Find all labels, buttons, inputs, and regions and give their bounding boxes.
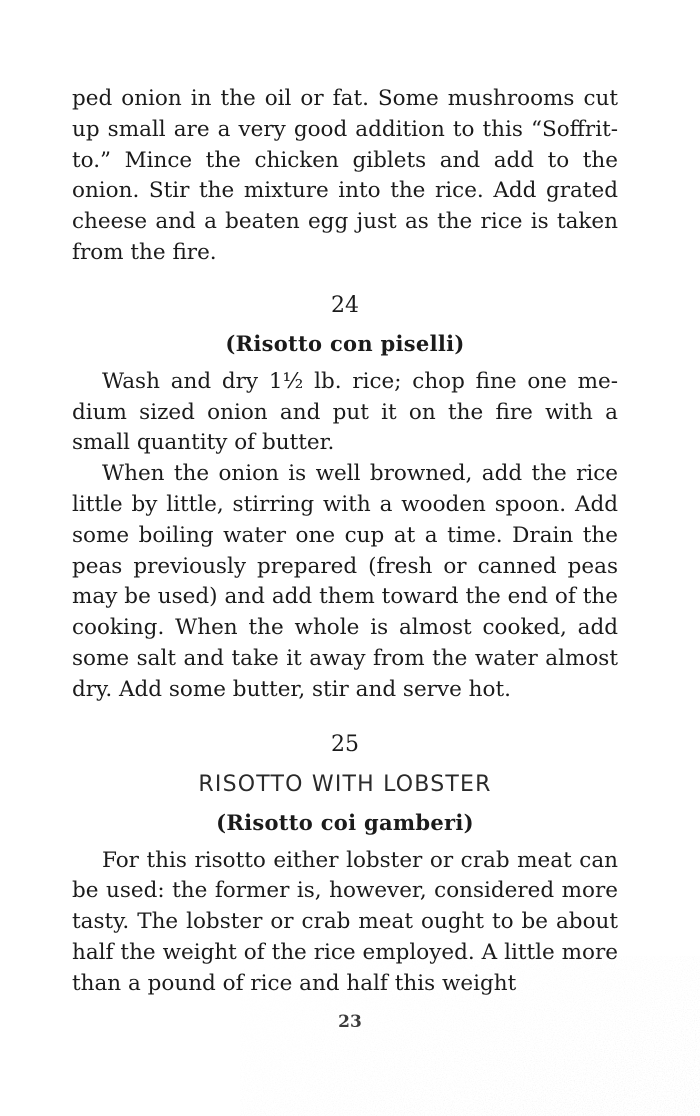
spacer — [72, 321, 618, 329]
recipe-24-paragraph-2: When the onion is well browned, add the rice little by little, stirring with a wooden spoon. Add some boiling water one cup at a time. Drain the peas previously prepared (fresh or canned peas may be used) and add them toward the end of the cooking. When the whole is almost cooked, add some salt and take it away from the water almost dry. Add some butter, stir and serve hot. — [72, 461, 618, 702]
spacer — [72, 706, 618, 730]
spacer — [72, 838, 618, 846]
recipe-25-title: RISOTTO WITH LOBSTER — [198, 771, 492, 797]
recipe-25-subtitle: (Risotto coi gamberi) — [216, 809, 474, 835]
page-number: 23 — [338, 1012, 362, 1032]
spacer — [72, 800, 618, 808]
recipe-25-paragraph-1: For this risotto either lobster or crab meat can be used: the former is, however, considered more tasty. The lobster or crab meat ought to be about half the weight of the rice employed. A little more than a pound of rice and half this weight — [72, 847, 618, 996]
recipe-24-paragraph-1: Wash and dry 1½ lb. rice; chop fine one medium sized onion and put it on the fire with a small quantity of butter. — [72, 368, 618, 456]
spacer — [72, 359, 618, 367]
intro-paragraph: ped onion in the oil or fat. Some mushrooms cut up small are a very good addition to this “Soffritto.” Mince the chicken giblets and add to the onion. Stir the mixture into the rice. Add grated cheese and a beaten egg just as the rice is taken from the fire. — [72, 86, 618, 265]
recipe-24-number: 24 — [331, 292, 359, 318]
recipe-24-subtitle: (Risotto con piselli) — [225, 330, 465, 356]
spacer — [72, 269, 618, 291]
recipe-25-number: 25 — [331, 731, 359, 757]
spacer — [72, 760, 618, 770]
